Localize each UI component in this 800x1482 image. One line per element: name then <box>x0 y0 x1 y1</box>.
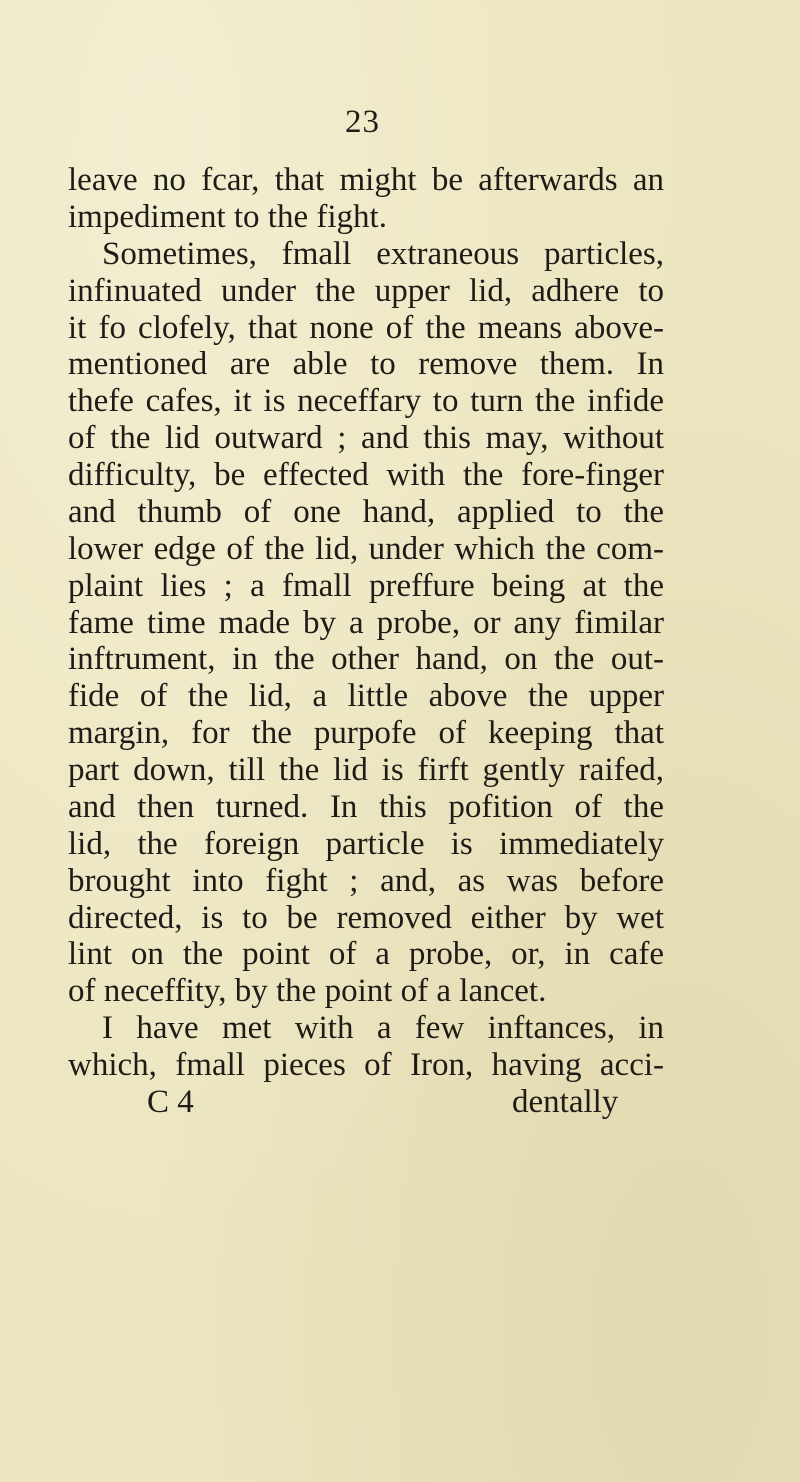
text-line: and thumb of one hand, applied to the <box>68 493 664 530</box>
text-line: thefe cafes, it is neceffary to turn the infide <box>68 383 664 420</box>
text-line: of neceffity, by the point of a lancet. <box>68 973 547 1010</box>
text-line: margin, for the purpofe of keeping that <box>68 715 664 752</box>
text-line: fide of the lid, a little above the upper <box>68 678 664 715</box>
text-line: leave no fcar, that might be afterwards an <box>68 162 664 198</box>
text-line: lid, the foreign particle is immediately <box>68 825 664 862</box>
text-line: fame time made by a probe, or any fimilar <box>68 604 664 641</box>
text-line: Sometimes, fmall extraneous particles, <box>102 235 664 272</box>
text-line: which, fmall pieces of Iron, having acci- <box>68 1047 664 1083</box>
text-line: difficulty, be effected with the fore-finger <box>68 457 664 493</box>
catchword: dentally <box>512 1083 619 1120</box>
page-footer <box>0 1082 800 1122</box>
text-line: infinuated under the upper lid, adhere to <box>68 272 664 309</box>
text-line: lower edge of the lid, under which the com- <box>68 530 664 567</box>
text-line: inftrument, in the other hand, on the out- <box>68 641 664 678</box>
text-line: lint on the point of a probe, or, in cafe <box>68 936 664 973</box>
text-line: of the lid outward ; and this may, without <box>68 420 664 457</box>
page-number: 23 <box>345 104 380 140</box>
text-line: and then turned. In this pofition of the <box>68 788 664 825</box>
text-line: plaint lies ; a fmall preffure being at the <box>68 567 664 604</box>
text-line: I have met with a few inftances, in <box>102 1010 664 1047</box>
signature-mark: C 4 <box>147 1083 194 1120</box>
text-line: directed, is to be removed either by wet <box>68 899 664 936</box>
text-line: impediment to the fight. <box>68 198 387 235</box>
text-line: mentioned are able to remove them. In <box>68 346 664 383</box>
text-line: it fo clofely, that none of the means above- <box>68 309 664 346</box>
text-line: part down, till the lid is firft gently raifed, <box>68 752 664 788</box>
text-line: brought into fight ; and, as was before <box>68 862 664 899</box>
